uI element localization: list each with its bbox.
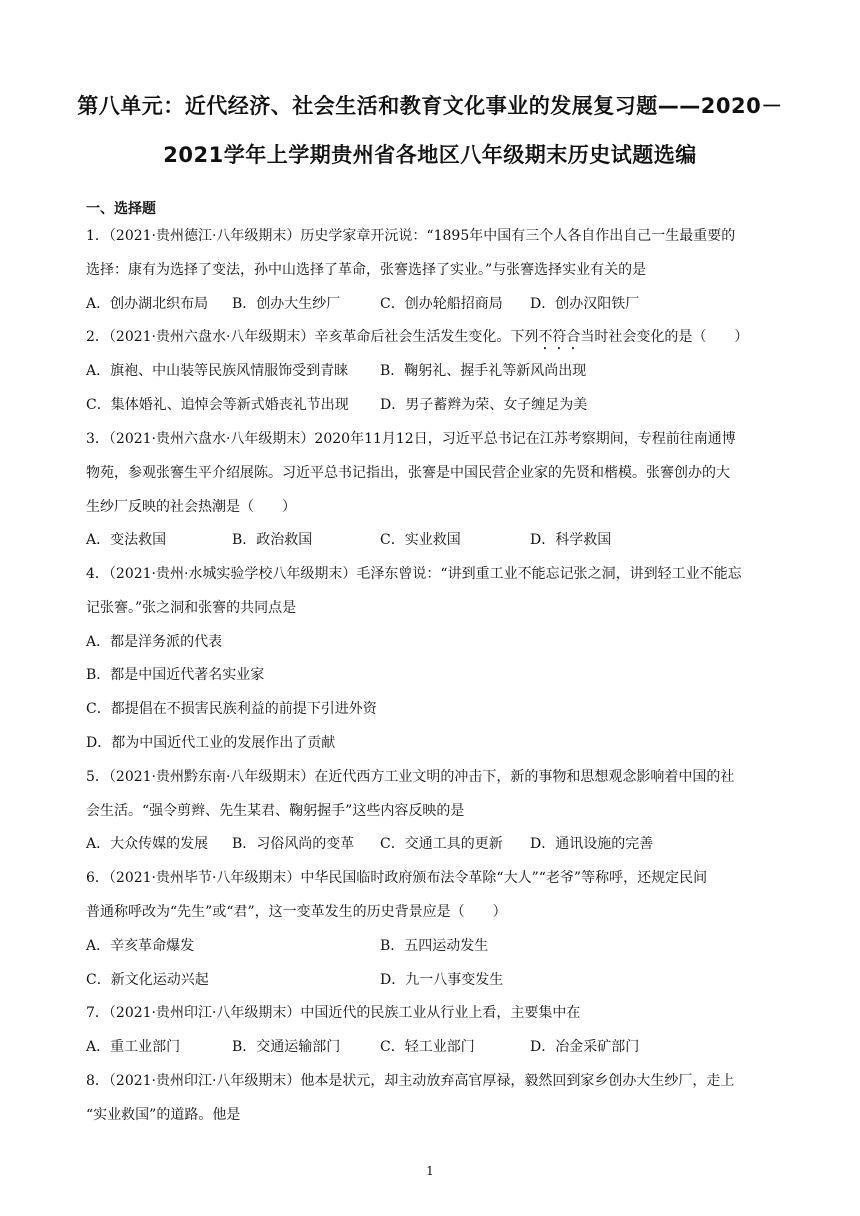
q4-stem-line1: 4．（2021·贵州·水城实验学校八年级期末）毛泽东曾说：“讲到重工业不能忘记张之洞，讲到轻工业不能忘 bbox=[86, 566, 742, 582]
section-heading: 一、选择题 bbox=[86, 201, 156, 217]
q3-option-b: B．政治救国 bbox=[232, 532, 313, 548]
q8-stem-line2: “实业救国”的道路。他是 bbox=[86, 1107, 241, 1123]
q6-option-c: C．新文化运动兴起 bbox=[86, 972, 209, 988]
q5-option-a: A．大众传媒的发展 bbox=[86, 836, 209, 852]
q6-option-b: B．五四运动发生 bbox=[380, 938, 489, 954]
q4-stem-line2: 记张謇。”张之洞和张謇的共同点是 bbox=[86, 600, 297, 616]
q4-option-c: C．都提倡在不损害民族利益的前提下引进外资 bbox=[86, 701, 377, 717]
q6-option-d: D．九一八事变发生 bbox=[380, 972, 504, 988]
q7-stem-line1: 7．（2021·贵州印江·八年级期末）中国近代的民族工业从行业上看，主要集中在 bbox=[86, 1005, 581, 1021]
q2-option-a: A．旗袍、中山装等民族风情服饰受到青睐 bbox=[86, 363, 349, 379]
q2-emphasis: 不符合 bbox=[538, 329, 581, 345]
q2-option-c: C．集体婚礼、追悼会等新式婚丧礼节出现 bbox=[86, 397, 349, 413]
q7-option-a: A．重工业部门 bbox=[86, 1039, 181, 1055]
q5-option-c: C．交通工具的更新 bbox=[380, 836, 503, 852]
q6-option-a: A．辛亥革命爆发 bbox=[86, 938, 195, 954]
q4-option-a: A．都是洋务派的代表 bbox=[86, 634, 223, 650]
q3-stem-line3: 生纱厂反映的社会热潮是（ ） bbox=[86, 499, 296, 515]
q7-option-b: B．交通运输部门 bbox=[232, 1039, 341, 1055]
q2-option-d: D．男子蓄辫为荣、女子缠足为美 bbox=[380, 397, 588, 413]
q7-option-c: C．轻工业部门 bbox=[380, 1039, 475, 1055]
q2-stem-line1: 2．（2021·贵州六盘水·八年级期末）辛亥革命后社会生活发生变化。下列不符合当时社会变化的是（ ） bbox=[86, 329, 749, 345]
q3-stem-line2: 物苑，参观张謇生平介绍展陈。习近平总书记指出，张謇是中国民营企业家的先贤和楷模。张謇创办的大 bbox=[86, 465, 730, 481]
q3-option-a: A．变法救国 bbox=[86, 532, 167, 548]
document-title-line1: 第八单元：近代经济、社会生活和教育文化事业的发展复习题——2020－ bbox=[77, 94, 783, 118]
q3-option-d: D．科学救国 bbox=[530, 532, 612, 548]
q4-option-b: B．都是中国近代著名实业家 bbox=[86, 667, 265, 683]
q7-option-d: D．冶金采矿部门 bbox=[530, 1039, 640, 1055]
q1-stem-line2: 选择：康有为选择了变法，孙中山选择了革命，张謇选择了实业。”与张謇选择实业有关的是 bbox=[86, 262, 647, 278]
q8-stem-line1: 8．（2021·贵州印江·八年级期末）他本是状元，却主动放弃高官厚禄，毅然回到家乡创办大生纱厂，走上 bbox=[86, 1073, 735, 1089]
q3-stem-line1: 3．（2021·贵州六盘水·八年级期末）2020年11月12日，习近平总书记在江苏考察期间，专程前往南通博 bbox=[86, 431, 736, 447]
q1-option-a: A．创办湖北织布局 bbox=[86, 296, 209, 312]
q5-option-b: B．习俗风尚的变革 bbox=[232, 836, 355, 852]
q3-option-c: C．实业救国 bbox=[380, 532, 461, 548]
q1-stem-line1: 1．（2021·贵州德江·八年级期末）历史学家章开沅说：“1895年中国有三个人各自作出自己一生最重要的 bbox=[86, 228, 736, 244]
document-title-line2: 2021学年上学期贵州省各地区八年级期末历史试题选编 bbox=[163, 143, 697, 167]
q2-option-b: B．鞠躬礼、握手礼等新风尚出现 bbox=[380, 363, 587, 379]
q1-option-b: B．创办大生纱厂 bbox=[232, 296, 341, 312]
q6-stem-line1: 6．（2021·贵州毕节·八年级期末）中华民国临时政府颁布法令革除“大人”“老爷”等称呼，还规定民间 bbox=[86, 870, 708, 886]
q5-option-d: D．通讯设施的完善 bbox=[530, 836, 654, 852]
q1-option-c: C．创办轮船招商局 bbox=[380, 296, 503, 312]
q5-stem-line2: 会生活。“强令剪辫、先生某君、鞠躬握手”这些内容反映的是 bbox=[86, 803, 465, 819]
q6-stem-line2: 普通称呼改为“先生”或“君”，这一变革发生的历史背景应是（ ） bbox=[86, 904, 507, 920]
q4-option-d: D．都为中国近代工业的发展作出了贡献 bbox=[86, 735, 336, 751]
page-number: 1 bbox=[426, 1164, 434, 1178]
q1-option-d: D．创办汉阳铁厂 bbox=[530, 296, 640, 312]
q5-stem-line1: 5．（2021·贵州黔东南·八年级期末）在近代西方工业文明的冲击下，新的事物和思想观念影响着中国的社 bbox=[86, 769, 735, 785]
